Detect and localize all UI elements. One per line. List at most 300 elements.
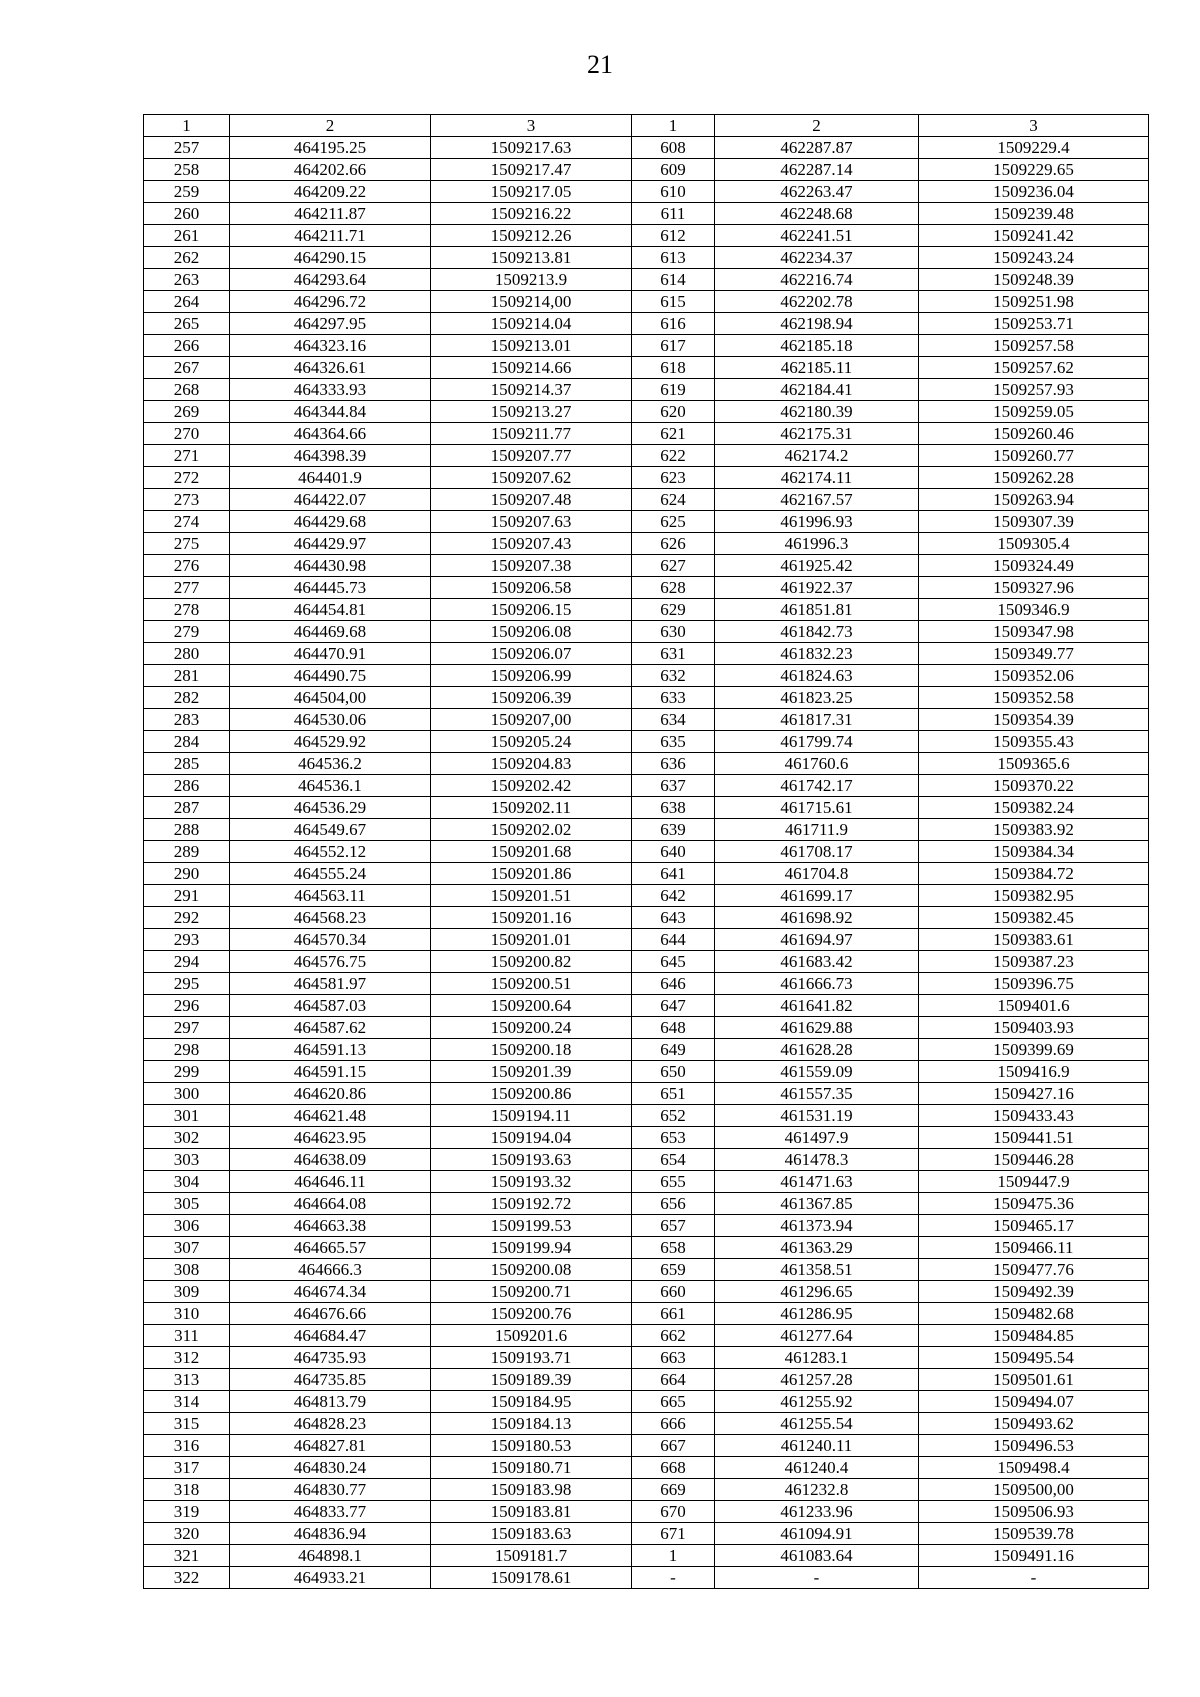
y-coordinate-right-cell: 1509493.62	[919, 1413, 1149, 1435]
y-coordinate-right-cell: 1509446.28	[919, 1149, 1149, 1171]
table-row	[144, 797, 1149, 819]
y-coordinate-right-cell: 1509229.4	[919, 137, 1149, 159]
point-number-left-cell: 278	[144, 599, 230, 621]
x-coordinate-right-cell: 462263.47	[715, 181, 919, 203]
y-coordinate-left-cell: 1509199.94	[431, 1237, 632, 1259]
x-coordinate-right-cell: 461083.64	[715, 1545, 919, 1567]
y-coordinate-right-cell: 1509229.65	[919, 159, 1149, 181]
x-coordinate-right-cell: 462185.18	[715, 335, 919, 357]
table-row	[144, 181, 1149, 203]
y-coordinate-left-cell: 1509200.24	[431, 1017, 632, 1039]
y-coordinate-right-cell: 1509346.9	[919, 599, 1149, 621]
x-coordinate-right-cell: 461823.25	[715, 687, 919, 709]
y-coordinate-right-cell: 1509466.11	[919, 1237, 1149, 1259]
header-cell-y-left: 3	[431, 115, 632, 137]
x-coordinate-right-cell: 461996.93	[715, 511, 919, 533]
header-cell-point-left: 1	[144, 115, 230, 137]
table-row	[144, 1237, 1149, 1259]
x-coordinate-left-cell: 464293.64	[230, 269, 431, 291]
x-coordinate-left-cell: 464663.38	[230, 1215, 431, 1237]
point-number-left-cell: 280	[144, 643, 230, 665]
header-cell-x-right: 2	[715, 115, 919, 137]
y-coordinate-right-cell: 1509383.61	[919, 929, 1149, 951]
point-number-right-cell: -	[632, 1567, 715, 1589]
table-row	[144, 489, 1149, 511]
x-coordinate-left-cell: 464587.62	[230, 1017, 431, 1039]
point-number-right-cell: 642	[632, 885, 715, 907]
y-coordinate-right-cell: 1509387.23	[919, 951, 1149, 973]
point-number-left-cell: 288	[144, 819, 230, 841]
x-coordinate-right-cell: 461255.92	[715, 1391, 919, 1413]
point-number-right-cell: 635	[632, 731, 715, 753]
y-coordinate-left-cell: 1509207,00	[431, 709, 632, 731]
table-row	[144, 709, 1149, 731]
table-row	[144, 313, 1149, 335]
point-number-right-cell: 637	[632, 775, 715, 797]
point-number-left-cell: 264	[144, 291, 230, 313]
y-coordinate-left-cell: 1509213.01	[431, 335, 632, 357]
y-coordinate-left-cell: 1509217.47	[431, 159, 632, 181]
x-coordinate-right-cell: 462180.39	[715, 401, 919, 423]
y-coordinate-left-cell: 1509184.13	[431, 1413, 632, 1435]
x-coordinate-right-cell: 461373.94	[715, 1215, 919, 1237]
y-coordinate-right-cell: 1509401.6	[919, 995, 1149, 1017]
point-number-left-cell: 286	[144, 775, 230, 797]
x-coordinate-right-cell: 461296.65	[715, 1281, 919, 1303]
y-coordinate-left-cell: 1509200.86	[431, 1083, 632, 1105]
point-number-left-cell: 296	[144, 995, 230, 1017]
x-coordinate-left-cell: 464570.34	[230, 929, 431, 951]
table-row	[144, 1435, 1149, 1457]
y-coordinate-left-cell: 1509194.11	[431, 1105, 632, 1127]
point-number-left-cell: 268	[144, 379, 230, 401]
point-number-left-cell: 259	[144, 181, 230, 203]
x-coordinate-right-cell: 461233.96	[715, 1501, 919, 1523]
y-coordinate-right-cell: 1509327.96	[919, 577, 1149, 599]
table-row	[144, 1127, 1149, 1149]
table-row	[144, 335, 1149, 357]
y-coordinate-right-cell: 1509259.05	[919, 401, 1149, 423]
y-coordinate-right-cell: 1509349.77	[919, 643, 1149, 665]
table-row	[144, 1347, 1149, 1369]
table-row	[144, 863, 1149, 885]
y-coordinate-right-cell: 1509539.78	[919, 1523, 1149, 1545]
x-coordinate-right-cell: 462174.11	[715, 467, 919, 489]
y-coordinate-right-cell: 1509396.75	[919, 973, 1149, 995]
table-row	[144, 533, 1149, 555]
y-coordinate-left-cell: 1509194.04	[431, 1127, 632, 1149]
point-number-right-cell: 616	[632, 313, 715, 335]
point-number-right-cell: 621	[632, 423, 715, 445]
x-coordinate-right-cell: 461742.17	[715, 775, 919, 797]
point-number-left-cell: 315	[144, 1413, 230, 1435]
y-coordinate-right-cell: 1509236.04	[919, 181, 1149, 203]
point-number-left-cell: 287	[144, 797, 230, 819]
y-coordinate-left-cell: 1509200.51	[431, 973, 632, 995]
table-row	[144, 1523, 1149, 1545]
table-row	[144, 423, 1149, 445]
y-coordinate-right-cell: -	[919, 1567, 1149, 1589]
x-coordinate-right-cell: 461711.9	[715, 819, 919, 841]
table-row	[144, 1105, 1149, 1127]
point-number-right-cell: 646	[632, 973, 715, 995]
y-coordinate-left-cell: 1509200.64	[431, 995, 632, 1017]
x-coordinate-right-cell: 461628.28	[715, 1039, 919, 1061]
x-coordinate-right-cell: 462175.31	[715, 423, 919, 445]
table-row	[144, 841, 1149, 863]
x-coordinate-left-cell: 464813.79	[230, 1391, 431, 1413]
y-coordinate-right-cell: 1509441.51	[919, 1127, 1149, 1149]
x-coordinate-left-cell: 464297.95	[230, 313, 431, 335]
y-coordinate-right-cell: 1509506.93	[919, 1501, 1149, 1523]
x-coordinate-left-cell: 464830.77	[230, 1479, 431, 1501]
x-coordinate-left-cell: 464429.68	[230, 511, 431, 533]
x-coordinate-right-cell: 461471.63	[715, 1171, 919, 1193]
point-number-right-cell: 668	[632, 1457, 715, 1479]
x-coordinate-right-cell: 461666.73	[715, 973, 919, 995]
y-coordinate-left-cell: 1509206.08	[431, 621, 632, 643]
point-number-left-cell: 293	[144, 929, 230, 951]
y-coordinate-left-cell: 1509184.95	[431, 1391, 632, 1413]
point-number-left-cell: 260	[144, 203, 230, 225]
x-coordinate-left-cell: 464576.75	[230, 951, 431, 973]
y-coordinate-right-cell: 1509416.9	[919, 1061, 1149, 1083]
y-coordinate-right-cell: 1509365.6	[919, 753, 1149, 775]
point-number-right-cell: 630	[632, 621, 715, 643]
y-coordinate-left-cell: 1509183.81	[431, 1501, 632, 1523]
x-coordinate-right-cell: 461683.42	[715, 951, 919, 973]
table-row	[144, 665, 1149, 687]
y-coordinate-left-cell: 1509200.08	[431, 1259, 632, 1281]
point-number-right-cell: 655	[632, 1171, 715, 1193]
y-coordinate-left-cell: 1509201.86	[431, 863, 632, 885]
x-coordinate-right-cell: 461240.4	[715, 1457, 919, 1479]
point-number-left-cell: 308	[144, 1259, 230, 1281]
y-coordinate-right-cell: 1509399.69	[919, 1039, 1149, 1061]
point-number-left-cell: 311	[144, 1325, 230, 1347]
y-coordinate-left-cell: 1509178.61	[431, 1567, 632, 1589]
table-row	[144, 203, 1149, 225]
y-coordinate-right-cell: 1509491.16	[919, 1545, 1149, 1567]
table-body	[144, 137, 1149, 1589]
point-number-left-cell: 310	[144, 1303, 230, 1325]
point-number-left-cell: 262	[144, 247, 230, 269]
point-number-right-cell: 641	[632, 863, 715, 885]
y-coordinate-right-cell: 1509352.06	[919, 665, 1149, 687]
table-row	[144, 1039, 1149, 1061]
y-coordinate-right-cell: 1509383.92	[919, 819, 1149, 841]
point-number-right-cell: 622	[632, 445, 715, 467]
table-row	[144, 731, 1149, 753]
point-number-right-cell: 615	[632, 291, 715, 313]
table-row	[144, 1017, 1149, 1039]
table-row	[144, 907, 1149, 929]
x-coordinate-left-cell: 464490.75	[230, 665, 431, 687]
point-number-left-cell: 307	[144, 1237, 230, 1259]
table-row	[144, 137, 1149, 159]
point-number-right-cell: 627	[632, 555, 715, 577]
point-number-left-cell: 289	[144, 841, 230, 863]
point-number-left-cell: 291	[144, 885, 230, 907]
x-coordinate-right-cell: 462216.74	[715, 269, 919, 291]
x-coordinate-right-cell: 462198.94	[715, 313, 919, 335]
y-coordinate-left-cell: 1509189.39	[431, 1369, 632, 1391]
y-coordinate-left-cell: 1509207.63	[431, 511, 632, 533]
table-row	[144, 1061, 1149, 1083]
x-coordinate-left-cell: 464621.48	[230, 1105, 431, 1127]
y-coordinate-right-cell: 1509243.24	[919, 247, 1149, 269]
table-row	[144, 291, 1149, 313]
x-coordinate-left-cell: 464563.11	[230, 885, 431, 907]
x-coordinate-left-cell: 464555.24	[230, 863, 431, 885]
x-coordinate-left-cell: 464552.12	[230, 841, 431, 863]
point-number-left-cell: 322	[144, 1567, 230, 1589]
y-coordinate-left-cell: 1509213.9	[431, 269, 632, 291]
point-number-left-cell: 301	[144, 1105, 230, 1127]
x-coordinate-right-cell: 462184.41	[715, 379, 919, 401]
point-number-right-cell: 609	[632, 159, 715, 181]
y-coordinate-right-cell: 1509500,00	[919, 1479, 1149, 1501]
y-coordinate-right-cell: 1509347.98	[919, 621, 1149, 643]
point-number-right-cell: 613	[632, 247, 715, 269]
point-number-right-cell: 623	[632, 467, 715, 489]
y-coordinate-left-cell: 1509206.15	[431, 599, 632, 621]
x-coordinate-left-cell: 464676.66	[230, 1303, 431, 1325]
x-coordinate-left-cell: 464454.81	[230, 599, 431, 621]
point-number-right-cell: 638	[632, 797, 715, 819]
point-number-left-cell: 267	[144, 357, 230, 379]
table-row	[144, 599, 1149, 621]
x-coordinate-right-cell: 461232.8	[715, 1479, 919, 1501]
point-number-left-cell: 261	[144, 225, 230, 247]
x-coordinate-right-cell: 461629.88	[715, 1017, 919, 1039]
point-number-right-cell: 643	[632, 907, 715, 929]
point-number-left-cell: 317	[144, 1457, 230, 1479]
y-coordinate-right-cell: 1509382.95	[919, 885, 1149, 907]
x-coordinate-right-cell: 461367.85	[715, 1193, 919, 1215]
table-row	[144, 1281, 1149, 1303]
x-coordinate-right-cell: 461286.95	[715, 1303, 919, 1325]
x-coordinate-left-cell: 464530.06	[230, 709, 431, 731]
x-coordinate-left-cell: 464735.93	[230, 1347, 431, 1369]
point-number-left-cell: 309	[144, 1281, 230, 1303]
table-row	[144, 775, 1149, 797]
point-number-right-cell: 617	[632, 335, 715, 357]
x-coordinate-left-cell: 464664.08	[230, 1193, 431, 1215]
y-coordinate-right-cell: 1509484.85	[919, 1325, 1149, 1347]
x-coordinate-left-cell: 464581.97	[230, 973, 431, 995]
table-row	[144, 577, 1149, 599]
point-number-right-cell: 665	[632, 1391, 715, 1413]
y-coordinate-right-cell: 1509498.4	[919, 1457, 1149, 1479]
table-row	[144, 247, 1149, 269]
point-number-right-cell: 608	[632, 137, 715, 159]
y-coordinate-right-cell: 1509501.61	[919, 1369, 1149, 1391]
y-coordinate-right-cell: 1509307.39	[919, 511, 1149, 533]
point-number-left-cell: 319	[144, 1501, 230, 1523]
y-coordinate-left-cell: 1509207.43	[431, 533, 632, 555]
x-coordinate-right-cell: 461842.73	[715, 621, 919, 643]
y-coordinate-right-cell: 1509427.16	[919, 1083, 1149, 1105]
point-number-right-cell: 640	[632, 841, 715, 863]
y-coordinate-right-cell: 1509384.34	[919, 841, 1149, 863]
x-coordinate-left-cell: 464470.91	[230, 643, 431, 665]
point-number-right-cell: 653	[632, 1127, 715, 1149]
point-number-right-cell: 644	[632, 929, 715, 951]
x-coordinate-right-cell: 461824.63	[715, 665, 919, 687]
point-number-right-cell: 618	[632, 357, 715, 379]
y-coordinate-left-cell: 1509204.83	[431, 753, 632, 775]
table-row	[144, 1545, 1149, 1567]
point-number-right-cell: 649	[632, 1039, 715, 1061]
x-coordinate-left-cell: 464398.39	[230, 445, 431, 467]
y-coordinate-left-cell: 1509214,00	[431, 291, 632, 313]
x-coordinate-left-cell: 464529.92	[230, 731, 431, 753]
y-coordinate-left-cell: 1509214.04	[431, 313, 632, 335]
table-row	[144, 357, 1149, 379]
point-number-right-cell: 614	[632, 269, 715, 291]
x-coordinate-left-cell: 464469.68	[230, 621, 431, 643]
x-coordinate-left-cell: 464674.34	[230, 1281, 431, 1303]
point-number-left-cell: 266	[144, 335, 230, 357]
x-coordinate-left-cell: 464504,00	[230, 687, 431, 709]
table-row	[144, 1215, 1149, 1237]
table-row	[144, 973, 1149, 995]
y-coordinate-left-cell: 1509217.05	[431, 181, 632, 203]
table-row	[144, 467, 1149, 489]
y-coordinate-left-cell: 1509206.58	[431, 577, 632, 599]
x-coordinate-right-cell: 461715.61	[715, 797, 919, 819]
x-coordinate-left-cell: 464827.81	[230, 1435, 431, 1457]
y-coordinate-left-cell: 1509213.81	[431, 247, 632, 269]
y-coordinate-left-cell: 1509201.39	[431, 1061, 632, 1083]
y-coordinate-left-cell: 1509201.01	[431, 929, 632, 951]
y-coordinate-left-cell: 1509201.68	[431, 841, 632, 863]
x-coordinate-right-cell: 461255.54	[715, 1413, 919, 1435]
table-row	[144, 445, 1149, 467]
table-row	[144, 1369, 1149, 1391]
x-coordinate-right-cell: 461277.64	[715, 1325, 919, 1347]
x-coordinate-left-cell: 464333.93	[230, 379, 431, 401]
point-number-right-cell: 625	[632, 511, 715, 533]
table-row	[144, 1567, 1149, 1589]
x-coordinate-right-cell: 461922.37	[715, 577, 919, 599]
point-number-right-cell: 647	[632, 995, 715, 1017]
table-row	[144, 819, 1149, 841]
y-coordinate-right-cell: 1509447.9	[919, 1171, 1149, 1193]
x-coordinate-right-cell: 462174.2	[715, 445, 919, 467]
x-coordinate-right-cell: 462287.14	[715, 159, 919, 181]
y-coordinate-left-cell: 1509183.98	[431, 1479, 632, 1501]
x-coordinate-left-cell: 464836.94	[230, 1523, 431, 1545]
x-coordinate-left-cell: 464587.03	[230, 995, 431, 1017]
x-coordinate-left-cell: 464591.13	[230, 1039, 431, 1061]
header-cell-point-right: 1	[632, 115, 715, 137]
point-number-left-cell: 269	[144, 401, 230, 423]
y-coordinate-right-cell: 1509475.36	[919, 1193, 1149, 1215]
point-number-left-cell: 321	[144, 1545, 230, 1567]
table-row	[144, 1457, 1149, 1479]
y-coordinate-right-cell: 1509492.39	[919, 1281, 1149, 1303]
x-coordinate-left-cell: 464735.85	[230, 1369, 431, 1391]
y-coordinate-left-cell: 1509199.53	[431, 1215, 632, 1237]
x-coordinate-left-cell: 464933.21	[230, 1567, 431, 1589]
x-coordinate-left-cell: 464638.09	[230, 1149, 431, 1171]
y-coordinate-left-cell: 1509206.07	[431, 643, 632, 665]
point-number-right-cell: 659	[632, 1259, 715, 1281]
point-number-right-cell: 631	[632, 643, 715, 665]
table-row	[144, 687, 1149, 709]
point-number-left-cell: 305	[144, 1193, 230, 1215]
point-number-left-cell: 294	[144, 951, 230, 973]
x-coordinate-right-cell: 461832.23	[715, 643, 919, 665]
point-number-right-cell: 611	[632, 203, 715, 225]
point-number-left-cell: 292	[144, 907, 230, 929]
point-number-left-cell: 282	[144, 687, 230, 709]
x-coordinate-right-cell: -	[715, 1567, 919, 1589]
y-coordinate-right-cell: 1509433.43	[919, 1105, 1149, 1127]
table-row	[144, 1193, 1149, 1215]
x-coordinate-left-cell: 464209.22	[230, 181, 431, 203]
y-coordinate-right-cell: 1509477.76	[919, 1259, 1149, 1281]
x-coordinate-left-cell: 464684.47	[230, 1325, 431, 1347]
y-coordinate-left-cell: 1509200.82	[431, 951, 632, 973]
x-coordinate-left-cell: 464830.24	[230, 1457, 431, 1479]
point-number-right-cell: 1	[632, 1545, 715, 1567]
table-row	[144, 1083, 1149, 1105]
y-coordinate-left-cell: 1509207.62	[431, 467, 632, 489]
y-coordinate-right-cell: 1509251.98	[919, 291, 1149, 313]
y-coordinate-right-cell: 1509355.43	[919, 731, 1149, 753]
y-coordinate-left-cell: 1509207.48	[431, 489, 632, 511]
x-coordinate-left-cell: 464211.87	[230, 203, 431, 225]
y-coordinate-left-cell: 1509211.77	[431, 423, 632, 445]
point-number-left-cell: 312	[144, 1347, 230, 1369]
y-coordinate-right-cell: 1509248.39	[919, 269, 1149, 291]
x-coordinate-right-cell: 462167.57	[715, 489, 919, 511]
y-coordinate-left-cell: 1509206.99	[431, 665, 632, 687]
point-number-right-cell: 645	[632, 951, 715, 973]
y-coordinate-right-cell: 1509257.58	[919, 335, 1149, 357]
y-coordinate-right-cell: 1509370.22	[919, 775, 1149, 797]
y-coordinate-right-cell: 1509465.17	[919, 1215, 1149, 1237]
x-coordinate-left-cell: 464833.77	[230, 1501, 431, 1523]
point-number-right-cell: 629	[632, 599, 715, 621]
x-coordinate-right-cell: 461699.17	[715, 885, 919, 907]
y-coordinate-left-cell: 1509192.72	[431, 1193, 632, 1215]
y-coordinate-left-cell: 1509193.63	[431, 1149, 632, 1171]
x-coordinate-right-cell: 461363.29	[715, 1237, 919, 1259]
y-coordinate-right-cell: 1509262.28	[919, 467, 1149, 489]
point-number-left-cell: 298	[144, 1039, 230, 1061]
point-number-right-cell: 619	[632, 379, 715, 401]
x-coordinate-right-cell: 462248.68	[715, 203, 919, 225]
table-row	[144, 225, 1149, 247]
point-number-left-cell: 277	[144, 577, 230, 599]
x-coordinate-right-cell: 462185.11	[715, 357, 919, 379]
point-number-right-cell: 650	[632, 1061, 715, 1083]
table-row	[144, 885, 1149, 907]
point-number-left-cell: 314	[144, 1391, 230, 1413]
point-number-left-cell: 318	[144, 1479, 230, 1501]
y-coordinate-right-cell: 1509324.49	[919, 555, 1149, 577]
point-number-right-cell: 632	[632, 665, 715, 687]
x-coordinate-left-cell: 464290.15	[230, 247, 431, 269]
table-row	[144, 951, 1149, 973]
y-coordinate-right-cell: 1509352.58	[919, 687, 1149, 709]
point-number-left-cell: 303	[144, 1149, 230, 1171]
table-row	[144, 1479, 1149, 1501]
